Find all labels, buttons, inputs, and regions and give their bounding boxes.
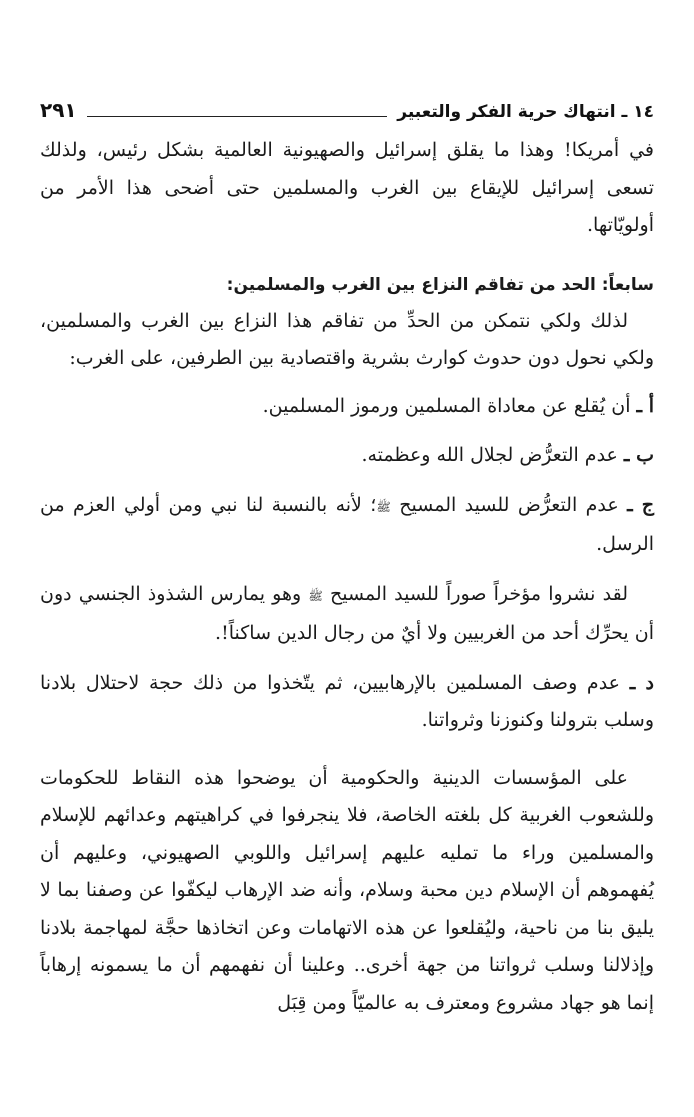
- list-marker-d: د ـ: [629, 671, 654, 694]
- book-page: [40, 88, 654, 1022]
- running-header: [40, 88, 654, 122]
- pbuh-glyph-2: ﷺ: [308, 588, 323, 603]
- section-heading: سابعاً: الحد من تفاقم النزاع بين الغرب والمسلمين:: [226, 274, 654, 295]
- paragraph-3-before: لقد نشروا مؤخراً صوراً للسيد المسيح: [322, 582, 628, 605]
- list-marker-c: ج ـ: [627, 493, 654, 516]
- chapter-title: ١٤ ـ انتهاك حرية الفكر والتعبير: [397, 102, 654, 122]
- header-rule: [87, 116, 388, 117]
- list-text-b: عدم التعرُّض لجلال الله وعظمته.: [361, 444, 624, 466]
- paragraph-2: لذلك ولكي نتمكن من الحدِّ من تفاقم هذا النزاع بين الغرب والمسلمين، ولكي نحول دون حدوث كوارث بشرية واقتصادية بين الطرفين، على الغرب:: [40, 309, 654, 369]
- list-item-b: [40, 437, 654, 475]
- paragraph-1: في أمريكا! وهذا ما يقلق إسرائيل والصهيونية العالمية بشكل رئيس، ولذلك تسعى إسرائيل للإيقاع بين الغرب والمسلمين حتى أضحى هذا الأمر من أولويّاتها.: [40, 139, 654, 236]
- list-item-a: [40, 388, 654, 426]
- list-text-c-before: عدم التعرُّض للسيد المسيح: [390, 493, 628, 516]
- list-text-d: عدم وصف المسلمين بالإرهابيين، ثم يتّخذوا من ذلك حجة لاحتلال بلادنا وسلب بترولنا وكنوزنا وثرواتنا.: [40, 671, 654, 731]
- pbuh-glyph: ﷺ: [376, 499, 391, 514]
- list-item-d: [40, 665, 654, 740]
- list-item-c: [40, 487, 654, 564]
- page-number: ٢٩١: [40, 98, 77, 122]
- paragraph-4: على المؤسسات الدينية والحكومية أن يوضحوا هذه النقاط للحكومات وللشعوب الغربية كل بلغته الخاصة، فلا ينجرفوا في كراهيتهم وعدائهم للإسلام والمسلمين وراء ما تمليه عليهم إسرائيل واللوبي الصهيوني، وعليهم أن يُفهموهم أن الإسلام دين محبة وسلام، وأنه ضد الإرهاب ليكفّوا عن وصفنا بما لا يليق بنا من ناحية، وليُقلعوا عن هذه الاتهامات وعن اتخاذها حجَّة لمهاجمة بلادنا وإذلالنا وسلب ثرواتنا من جهة أخرى.. وعلينا أن نفهمهم أن ما يسمونه إرهاباً إنما هو جهاد مشروع ومعترف به عالميّاً ومن قِبَل: [40, 766, 654, 1014]
- list-text-c-after: ؛ لأنه بالنسبة لنا نبي ومن أولي العزم من الرسل.: [40, 493, 654, 555]
- paragraph-3-after: وهو يمارس الشذوذ الجنسي دون أن يحرِّك أحد من الغربيين ولا أيٌ من رجال الدين ساكناً!.: [40, 582, 654, 644]
- paragraph-3: [40, 576, 654, 653]
- list-marker-a: أ ـ: [636, 394, 654, 417]
- list-marker-b: ب ـ: [623, 444, 654, 466]
- list-text-a: أن يُقلع عن معاداة المسلمين ورموز المسلمين.: [262, 394, 637, 417]
